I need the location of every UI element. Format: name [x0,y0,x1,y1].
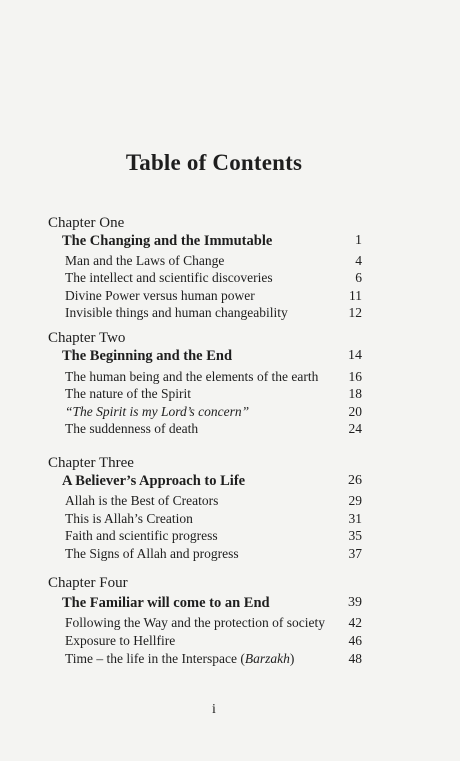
toc-chapter-title: Chapter Four [48,575,128,591]
toc-entry-title: Exposure to Hellfire [65,633,176,648]
toc-subtitle-title: A Believer’s Approach to Life [62,473,246,489]
toc-page-number: 29 [348,493,362,508]
toc-page-number: 24 [348,421,362,436]
toc-entry-title: The human being and the elements of the earth [65,369,319,384]
toc-subtitle-row [0,473,460,491]
toc-chapter-row [0,455,460,473]
toc-entry-row [0,615,460,633]
toc-page-number: 16 [348,369,362,384]
toc-chapter-row [0,330,460,348]
toc-entry-title: Following the Way and the protection of society [65,615,325,630]
toc-entry-title: The suddenness of death [65,421,199,436]
toc-entry-row [0,493,460,511]
toc-chapter-title: Chapter Two [48,330,126,346]
toc-chapter-title: Chapter One [48,215,125,231]
toc-entry-row [0,633,460,651]
toc-page-number: 4 [355,253,362,268]
toc-page-number: 31 [348,511,362,526]
toc-entry-row [0,404,460,422]
toc-entry-title: Allah is the Best of Creators [65,493,219,508]
toc-entry-title: This is Allah’s Creation [65,511,193,526]
toc-subtitle-title: The Familiar will come to an End [62,595,270,611]
toc-entry-title: The intellect and scientific discoveries [65,270,273,285]
toc-entry-italic-term: Barzakh [244,651,290,666]
toc-subtitle-title: The Beginning and the End [62,348,233,364]
toc-page-number: 12 [348,305,362,320]
toc-page-number: 1 [355,233,362,248]
toc-entry-title: Divine Power versus human power [65,288,255,303]
toc-entry-row [0,528,460,546]
toc-entry-title: Faith and scientific progress [65,528,218,543]
toc-subtitle-row [0,233,460,251]
toc-entry-row [0,421,460,439]
toc-entry-title: Invisible things and human changeability [65,305,288,320]
toc-page-number: 37 [348,546,362,561]
toc-entry-row [0,386,460,404]
toc-entry-title: Time – the life in the Interspace ( [65,651,245,666]
toc-chapter-row [0,215,460,233]
toc-subtitle-title: The Changing and the Immutable [62,233,273,249]
toc-entry-row [0,511,460,529]
toc-page-number: 20 [348,404,362,419]
toc-entry-title: “The Spirit is my Lord’s concern” [65,404,250,419]
toc-page-number: 14 [348,348,362,363]
toc-entry-row [0,270,460,288]
toc-page-number: 26 [348,473,362,488]
toc-subtitle-row [0,348,460,366]
toc-entry-title: The nature of the Spirit [65,386,191,401]
toc-page-number: 42 [348,615,362,630]
toc-entry-row [0,651,460,669]
toc-entry-row [0,288,460,306]
toc-entry-row [0,546,460,564]
toc-entry-row [0,369,460,387]
page-number: i [212,702,216,717]
toc-entry-row [0,305,460,323]
toc-entry-title: Man and the Laws of Change [65,253,225,268]
toc-chapter-title: Chapter Three [48,455,134,471]
toc-page-number: 6 [355,270,362,285]
toc-entry-row [0,253,460,271]
toc-page-number: 35 [348,528,362,543]
toc-page-number: 18 [348,386,362,401]
toc-chapter-row [0,575,460,593]
toc-page-number: 48 [348,651,362,666]
toc-page-number: 39 [348,595,362,610]
toc-page-number: 11 [349,288,362,303]
page-title: Table of Contents [125,150,303,175]
toc-entry-title: The Signs of Allah and progress [65,546,239,561]
toc-subtitle-row [0,595,460,613]
toc-entry-title-end: ) [289,651,295,666]
toc-page-number: 46 [348,633,362,648]
